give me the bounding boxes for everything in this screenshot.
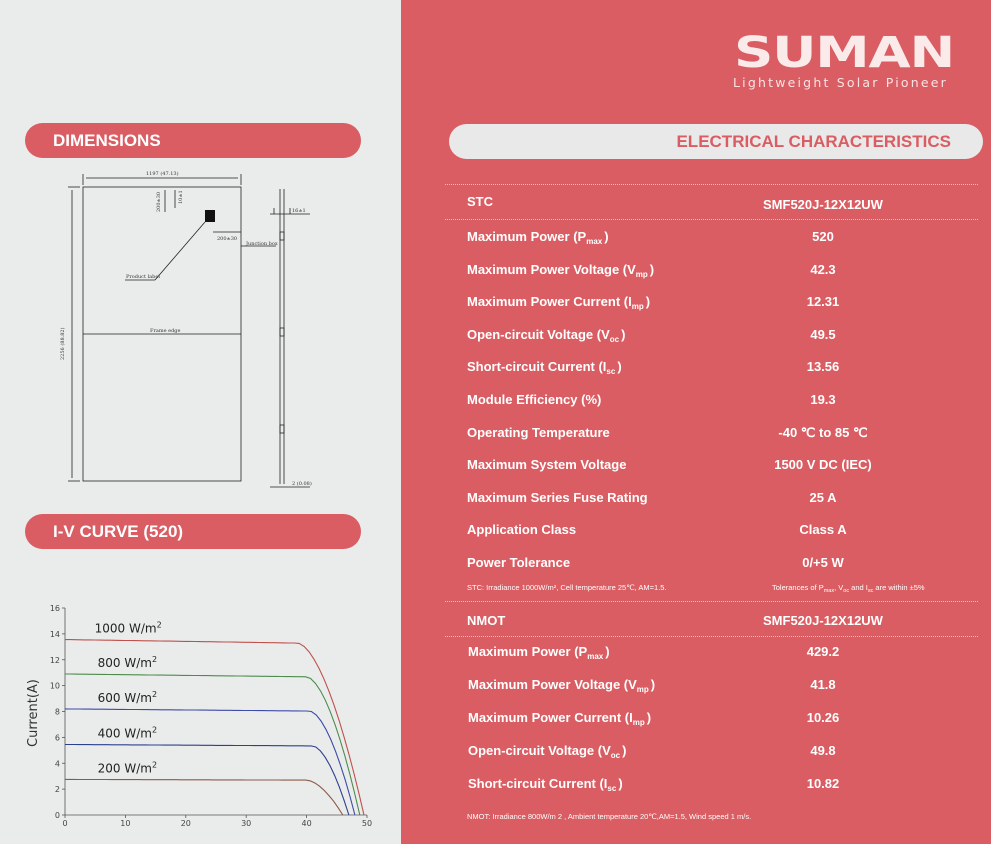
x-tick-label: 20 [180, 819, 191, 828]
series-label-superscript: 2 [151, 725, 158, 735]
left-panel [0, 0, 401, 844]
row-value: 49.8 [810, 743, 836, 758]
row-label-text: Operating Temperature [467, 424, 610, 440]
row-value: 0/+5 W [802, 555, 844, 570]
y-tick-label: 2 [54, 785, 60, 795]
nmot-header: NMOT [467, 613, 506, 628]
divider [445, 601, 978, 602]
stc-header: STC [467, 194, 493, 209]
row-label-subscript: mp [635, 269, 648, 279]
tol-b: , V [834, 583, 844, 592]
dim-bottom-label: 2 (0.08) [292, 481, 312, 487]
dim-label-x: 200±30 [217, 236, 238, 242]
chart-axes [50, 604, 372, 828]
tol-a-sub: max [823, 588, 835, 594]
row-label-text: Maximum Power Current (I [467, 294, 632, 310]
row-label [468, 644, 610, 661]
series-label [98, 760, 157, 775]
x-tick-label: 0 [62, 819, 68, 828]
y-tick-label: 14 [49, 629, 60, 639]
tol-c: and I [849, 583, 868, 592]
row-label-subscript: mp [632, 718, 645, 727]
row-value: 429.2 [806, 644, 840, 659]
x-tick-label: 40 [301, 819, 312, 828]
row-label-text: Maximum Power (P [467, 229, 587, 244]
row-value: 10.82 [806, 776, 840, 791]
series-label [98, 690, 157, 705]
row-label-suffix: ) [649, 261, 655, 277]
tol-d: are within ±5% [873, 583, 925, 592]
y-tick-label: 4 [54, 759, 60, 769]
series-label [95, 621, 162, 636]
row-label [467, 392, 601, 407]
row-value: Class A [799, 522, 847, 538]
y-tick-label: 12 [49, 655, 60, 665]
row-value: 10.26 [806, 710, 840, 725]
divider [445, 184, 978, 185]
iv-curve-heading: I-V CURVE (520) [25, 514, 361, 549]
row-value: 49.5 [810, 326, 836, 342]
series-label-text: 400 W/m [97, 726, 152, 741]
stc-model: SMF520J-12X12UW [763, 197, 883, 212]
row-label-text: Maximum System Voltage [467, 457, 627, 473]
row-label-text: Open-circuit Voltage (V [468, 743, 611, 758]
row-label-suffix: ) [618, 776, 623, 791]
row-label-text: Power Tolerance [467, 555, 571, 570]
brand-logo [734, 33, 956, 71]
nmot-model: SMF520J-12X12UW [763, 613, 883, 628]
row-label [467, 262, 654, 279]
series-label-text: 800 W/m [97, 655, 152, 670]
row-value: 25 A [809, 489, 837, 505]
row-label-text: Maximum Power (P [468, 644, 588, 659]
row-label-suffix: ) [645, 294, 651, 310]
y-tick-label: 16 [49, 604, 60, 613]
row-label [468, 743, 626, 760]
row-label-subscript: oc [610, 751, 621, 760]
row-label [467, 457, 626, 472]
row-label-subscript: oc [609, 334, 620, 344]
series-line [65, 779, 343, 815]
row-label-text: Maximum Power Voltage (V [467, 261, 636, 277]
row-label-subscript: sc [607, 784, 617, 793]
electrical-heading: ELECTRICAL CHARACTERISTICS [449, 124, 983, 159]
series-label [98, 655, 157, 670]
y-tick-label: 0 [54, 811, 60, 820]
row-label [467, 294, 650, 311]
row-label [467, 359, 622, 376]
x-tick-label: 50 [361, 819, 373, 828]
stc-note: STC: Irradiance 1000W/m², Cell temperature 25℃, AM=1.5. [467, 583, 667, 592]
series-label-text: 1000 W/m [94, 621, 157, 636]
tolerance-note [772, 583, 925, 594]
dim-label-y2: 10±1 [178, 190, 184, 204]
row-label-text: Application Class [467, 522, 577, 538]
row-label-text: Short-circuit Current (I [467, 359, 607, 375]
dim-width-label: 1197 (47.13) [146, 171, 179, 177]
y-tick-label: 6 [54, 733, 60, 743]
row-value: 42.3 [810, 261, 836, 277]
logo-text: SUMAN [734, 33, 954, 71]
row-label [467, 425, 610, 440]
x-tick-label: 10 [120, 819, 131, 828]
row-label-suffix: ) [646, 710, 652, 725]
row-label-suffix: ) [621, 326, 626, 342]
y-tick-label: 8 [54, 707, 60, 717]
row-label [468, 776, 623, 793]
frame-edge-label: Frame edge [150, 328, 181, 334]
row-label-text: Maximum Power Current (I [468, 710, 633, 725]
series-label-superscript: 2 [151, 689, 158, 699]
dim-height-label: 2256 (88.82) [60, 327, 66, 360]
row-label-text: Maximum Power Voltage (V [468, 677, 637, 692]
row-value: 12.31 [806, 294, 840, 310]
row-label [467, 327, 625, 344]
chart-series-labels [95, 621, 162, 776]
divider [445, 636, 978, 637]
row-label [467, 229, 609, 246]
x-tick-label: 30 [241, 819, 252, 828]
junction-box-label: Junction box [246, 241, 278, 247]
row-value: 1500 V DC (IEC) [774, 457, 872, 473]
tol-b-sub: oc [843, 588, 850, 594]
row-label-suffix: ) [650, 677, 656, 692]
y-tick-label: 10 [49, 681, 60, 691]
row-value: 520 [812, 229, 834, 244]
row-label-suffix: ) [605, 644, 610, 659]
series-label-superscript: 2 [156, 620, 162, 630]
row-label-subscript: max [587, 652, 604, 661]
row-label [468, 677, 655, 694]
row-label-text: Module Efficiency (%) [467, 392, 602, 407]
tol-c-sub: sc [867, 588, 874, 594]
row-label [468, 710, 651, 727]
iv-curve-chart [0, 595, 401, 835]
row-label-subscript: mp [631, 302, 644, 312]
row-label-subscript: mp [636, 685, 649, 694]
dim-label-y1: 200±30 [156, 191, 162, 212]
row-label-text: Open-circuit Voltage (V [467, 326, 610, 342]
row-label-subscript: max [586, 237, 603, 246]
row-value: -40 ℃ to 85 ℃ [778, 424, 868, 440]
row-label [467, 490, 648, 505]
suman-logo-mark [734, 33, 956, 71]
series-label-text: 600 W/m [97, 690, 152, 705]
y-axis-title: Current(A) [26, 679, 41, 747]
series-label-text: 200 W/m [97, 761, 152, 776]
dimensions-heading: DIMENSIONS [25, 123, 361, 158]
row-value: 41.8 [810, 677, 836, 692]
row-label-text: Short-circuit Current (I [468, 776, 608, 791]
tol-a: Tolerances of P [772, 583, 824, 592]
row-label-suffix: ) [604, 229, 609, 244]
dim-side-label: 16±1 [292, 208, 306, 214]
series-label-superscript: 2 [151, 760, 158, 770]
series-label [98, 725, 157, 740]
junction-box-marker [205, 210, 215, 222]
row-label-text: Maximum Series Fuse Rating [467, 489, 648, 505]
row-label [467, 555, 570, 570]
row-label-suffix: ) [617, 359, 622, 375]
row-value: 13.56 [806, 359, 840, 375]
dimension-drawing [0, 0, 401, 500]
brand-tagline: Lightweight Solar Pioneer [733, 75, 948, 90]
nmot-note: NMOT: Irradiance 800W/m 2 , Ambient temperature 20℃,AM=1.5, Wind speed 1 m/s. [467, 812, 752, 821]
product-label-label: Product label [126, 274, 160, 280]
row-value: 19.3 [810, 392, 836, 407]
divider [445, 219, 978, 220]
row-label-suffix: ) [622, 743, 627, 758]
series-label-superscript: 2 [151, 654, 158, 664]
row-label [467, 522, 576, 537]
row-label-subscript: sc [606, 367, 616, 377]
